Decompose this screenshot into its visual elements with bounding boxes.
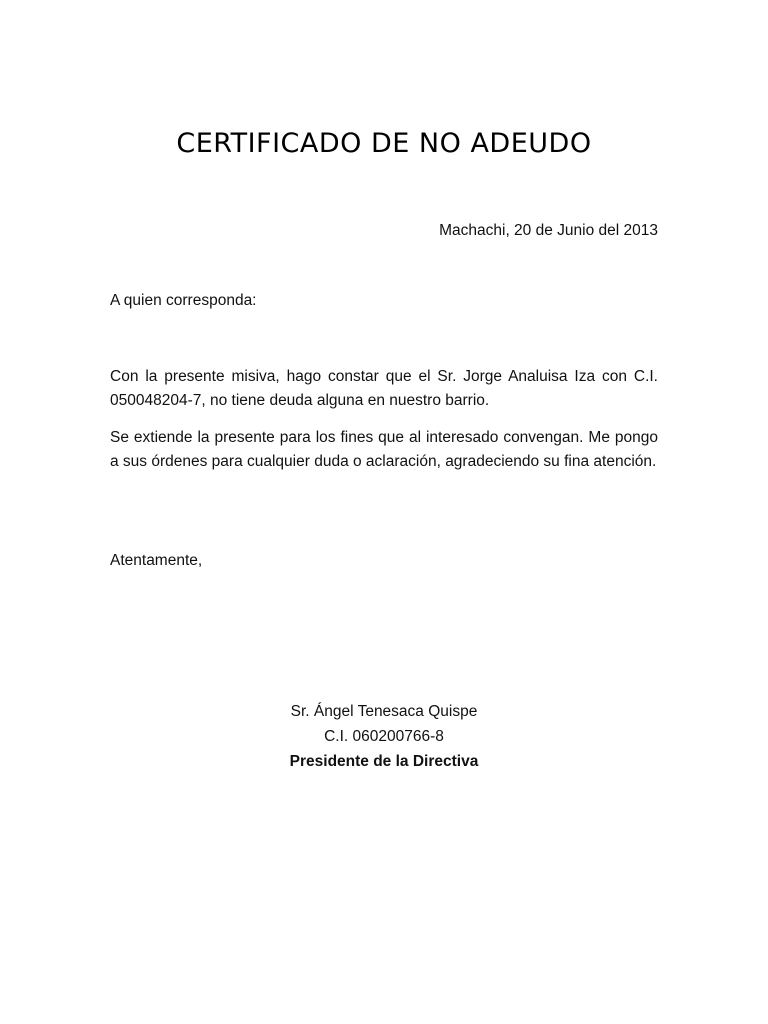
document-title: CERTIFICADO DE NO ADEUDO (176, 128, 592, 159)
signature-block (0, 699, 768, 774)
salutation: A quien corresponda: (110, 292, 257, 309)
signatory-id: C.I. 060200766-8 (324, 728, 444, 745)
date-line: Machachi, 20 de Junio del 2013 (439, 222, 658, 239)
body-paragraph-1: Con la presente misiva, hago constar que el Sr. Jorge Analuisa Iza con C.I. 050048204-7, no tiene deuda alguna en nuestro barrio. (110, 368, 658, 409)
closing: Atentamente, (110, 552, 203, 569)
signatory-name: Sr. Ángel Tenesaca Quispe (290, 703, 478, 720)
signatory-role: Presidente de la Directiva (289, 753, 479, 770)
body-paragraph-2: Se extiende la presente para los fines que al interesado convengan. Me pongo a sus órdenes para cualquier duda o aclaración, agradeciendo su fina atención. (110, 429, 658, 470)
